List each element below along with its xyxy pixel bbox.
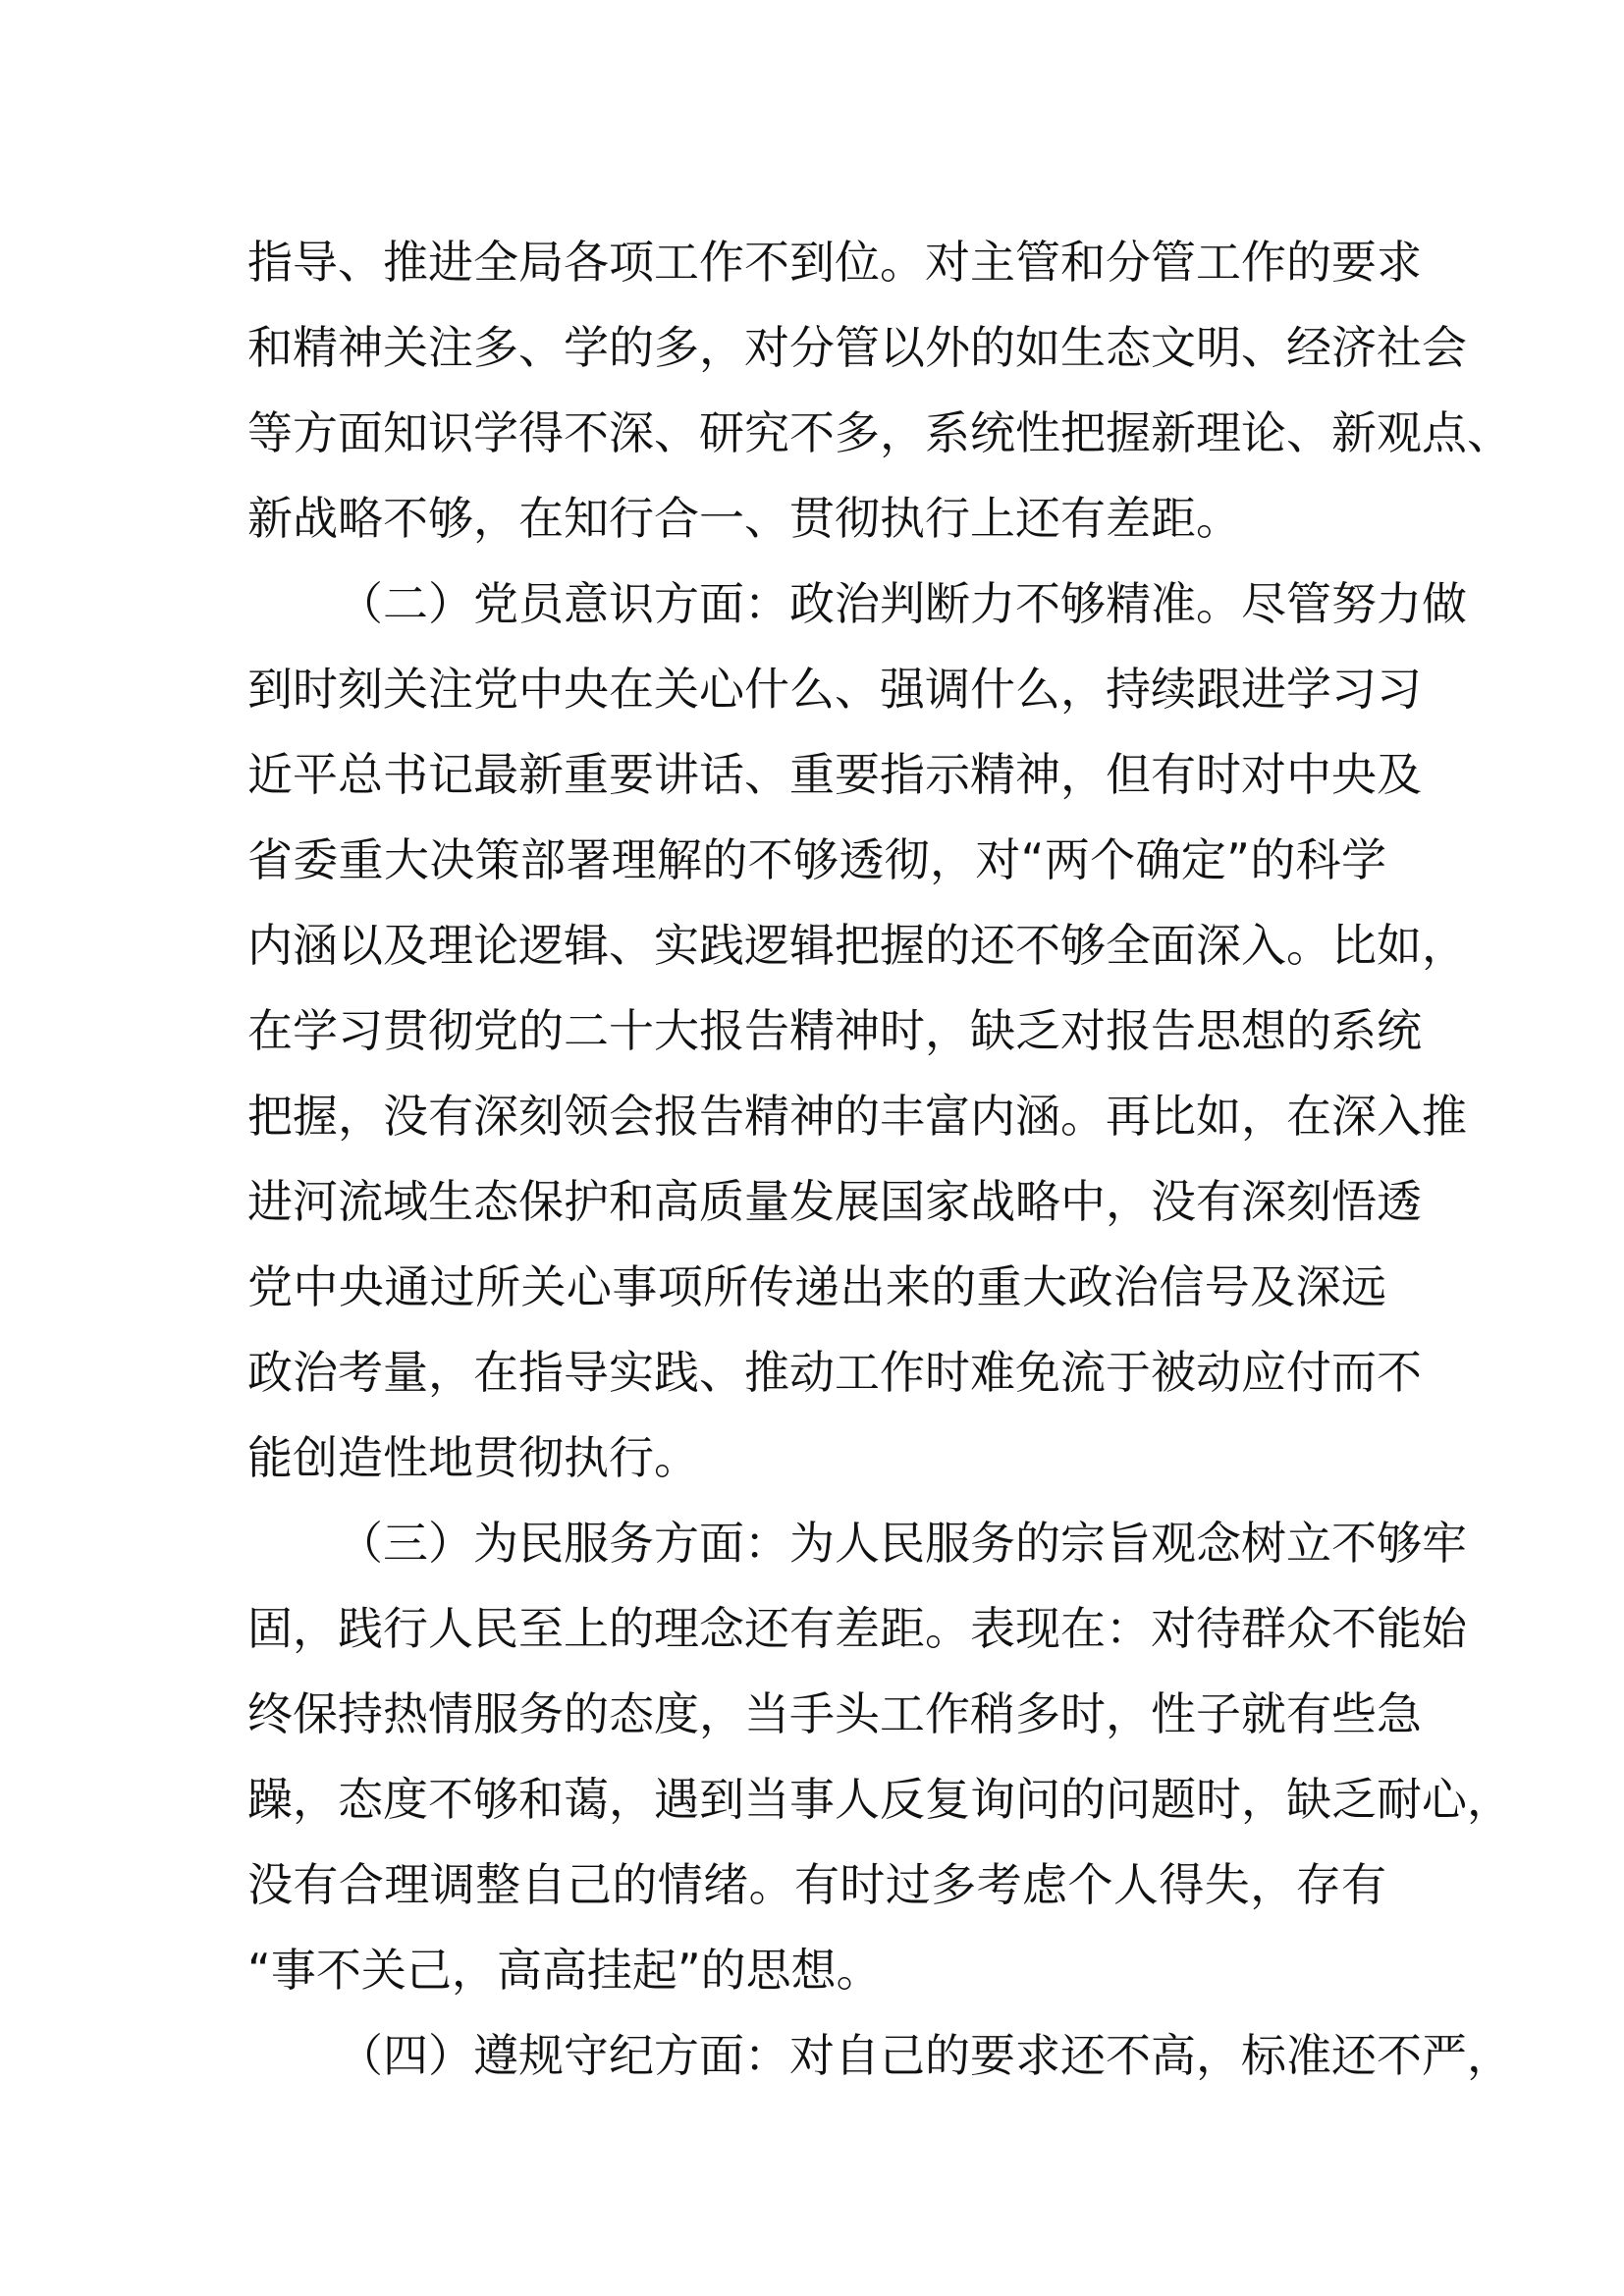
text-line: 近平总书记最新重要讲话、重要指示精神，但有时对中央及 <box>247 748 1422 801</box>
text-line: 指导、推进全局各项工作不到位。对主管和分管工作的要求 <box>247 236 1422 289</box>
text-line: 等方面知识学得不深、研究不多，系统性把握新理论、新观点、 <box>247 406 1512 459</box>
text-line: （三）为民服务方面：为人民服务的宗旨观念树立不够牢 <box>338 1517 1467 1570</box>
text-line: 没有合理调整自己的情绪。有时过多考虑个人得失，存有 <box>247 1858 1386 1911</box>
document-body <box>247 220 1512 2099</box>
text-line: 终保持热情服务的态度，当手头工作稍多时，性子就有些急 <box>247 1687 1422 1740</box>
text-line: “事不关己，高高挂起”的思想。 <box>247 1944 882 1997</box>
text-line: 和精神关注多、学的多，对分管以外的如生态文明、经济社会 <box>247 321 1467 374</box>
text-line: 躁，态度不够和蔼，遇到当事人反复询问的问题时，缺乏耐心， <box>247 1773 1512 1826</box>
text-line: 内涵以及理论逻辑、实践逻辑把握的还不够全面深入。比如， <box>247 919 1467 972</box>
text-line: 在学习贯彻党的二十大报告精神时，缺乏对报告思想的系统 <box>247 1004 1422 1057</box>
text-line: 政治考量，在指导实践、推动工作时难免流于被动应付而不 <box>247 1346 1422 1399</box>
text-line: 省委重大决策部署理解的不够透彻，对“两个确定”的科学 <box>247 833 1386 886</box>
text-line: 新战略不够，在知行合一、贯彻执行上还有差距。 <box>247 492 1241 545</box>
text-line: （二）党员意识方面：政治判断力不够精准。尽管努力做 <box>338 577 1467 630</box>
paragraph <box>247 1501 1512 2013</box>
text-line: 固，践行人民至上的理念还有差距。表现在：对待群众不能始 <box>247 1602 1467 1655</box>
text-line: 把握，没有深刻领会报告精神的丰富内涵。再比如，在深入推 <box>247 1090 1467 1143</box>
text-line: （四）遵规守纪方面：对自己的要求还不高，标准还不严， <box>338 2029 1512 2082</box>
text-line: 能创造性地贯彻执行。 <box>247 1431 699 1484</box>
paragraph <box>247 220 1512 561</box>
text-line: 进河流域生态保护和高质量发展国家战略中，没有深刻悟透 <box>247 1175 1422 1228</box>
text-line: 党中央通过所关心事项所传递出来的重大政治信号及深远 <box>247 1260 1386 1313</box>
paragraph <box>247 561 1467 1501</box>
text-line: 到时刻关注党中央在关心什么、强调什么，持续跟进学习习 <box>247 663 1422 716</box>
paragraph <box>247 2013 1512 2099</box>
